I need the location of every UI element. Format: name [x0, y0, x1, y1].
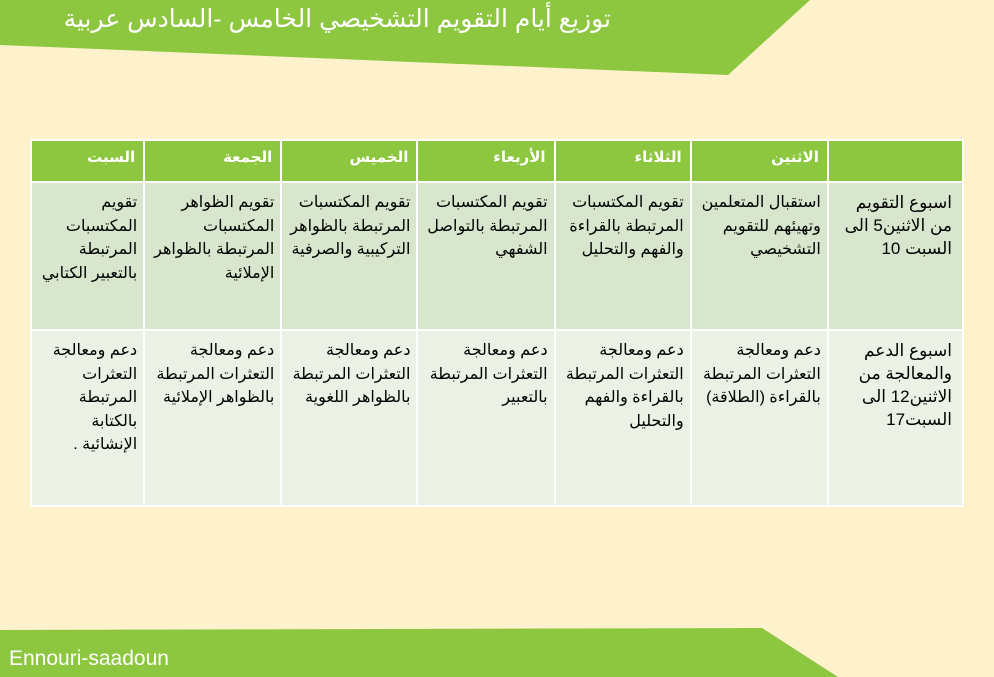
header-wednesday: الأربعاء: [417, 140, 554, 182]
table-row: [31, 182, 963, 330]
table-row: [31, 330, 963, 506]
header-tuesday: الثلاثاء: [555, 140, 691, 182]
schedule-table: [30, 139, 964, 507]
week-label: اسبوع التقويم من الاثنين5 الى السبت 10: [828, 182, 963, 330]
table-cell: استقبال المتعلمين وتهيئهم للتقويم التشخيصي: [691, 182, 828, 330]
table-header-row: [31, 140, 963, 182]
table-cell: دعم ومعالجة التعثرات المرتبطة بالظواهر الإملائية: [144, 330, 281, 506]
week-label: اسبوع الدعم والمعالجة من الاثنين12 الى السبت17: [828, 330, 963, 506]
table-cell: تقويم المكتسبات المرتبطة بالتواصل الشفهي: [417, 182, 554, 330]
table-cell: دعم ومعالجة التعثرات المرتبطة بالظواهر اللغوية: [281, 330, 417, 506]
header-monday: الاثنين: [691, 140, 828, 182]
header-thursday: الخميس: [281, 140, 417, 182]
table-cell: دعم ومعالجة التعثرات المرتبطة بالقراءة (الطلاقة): [691, 330, 828, 506]
page-title: توزيع أيام التقويم التشخيصي الخامس -السادس عربية: [63, 5, 611, 33]
table-cell: تقويم المكتسبات المرتبطة بالقراءة والفهم والتحليل: [555, 182, 691, 330]
title-banner: [0, 0, 994, 80]
header-saturday: السبت: [31, 140, 144, 182]
author-credit: Ennouri-saadoun: [9, 647, 169, 670]
table-cell: دعم ومعالجة التعثرات المرتبطة بالكتابة الإنشائية .: [31, 330, 144, 506]
table-cell: تقويم الظواهر المكتسبات المرتبطة بالظواهر الإملائية: [144, 182, 281, 330]
footer-banner: [0, 628, 994, 677]
header-friday: الجمعة: [144, 140, 281, 182]
table-cell: تقويم المكتسبات المرتبطة بالظواهر التركيبية والصرفية: [281, 182, 417, 330]
table-cell: تقويم المكتسبات المرتبطة بالتعبير الكتابي: [31, 182, 144, 330]
header-week: [828, 140, 963, 182]
table-cell: دعم ومعالجة التعثرات المرتبطة بالقراءة والفهم والتحليل: [555, 330, 691, 506]
table-cell: دعم ومعالجة التعثرات المرتبطة بالتعبير: [417, 330, 554, 506]
